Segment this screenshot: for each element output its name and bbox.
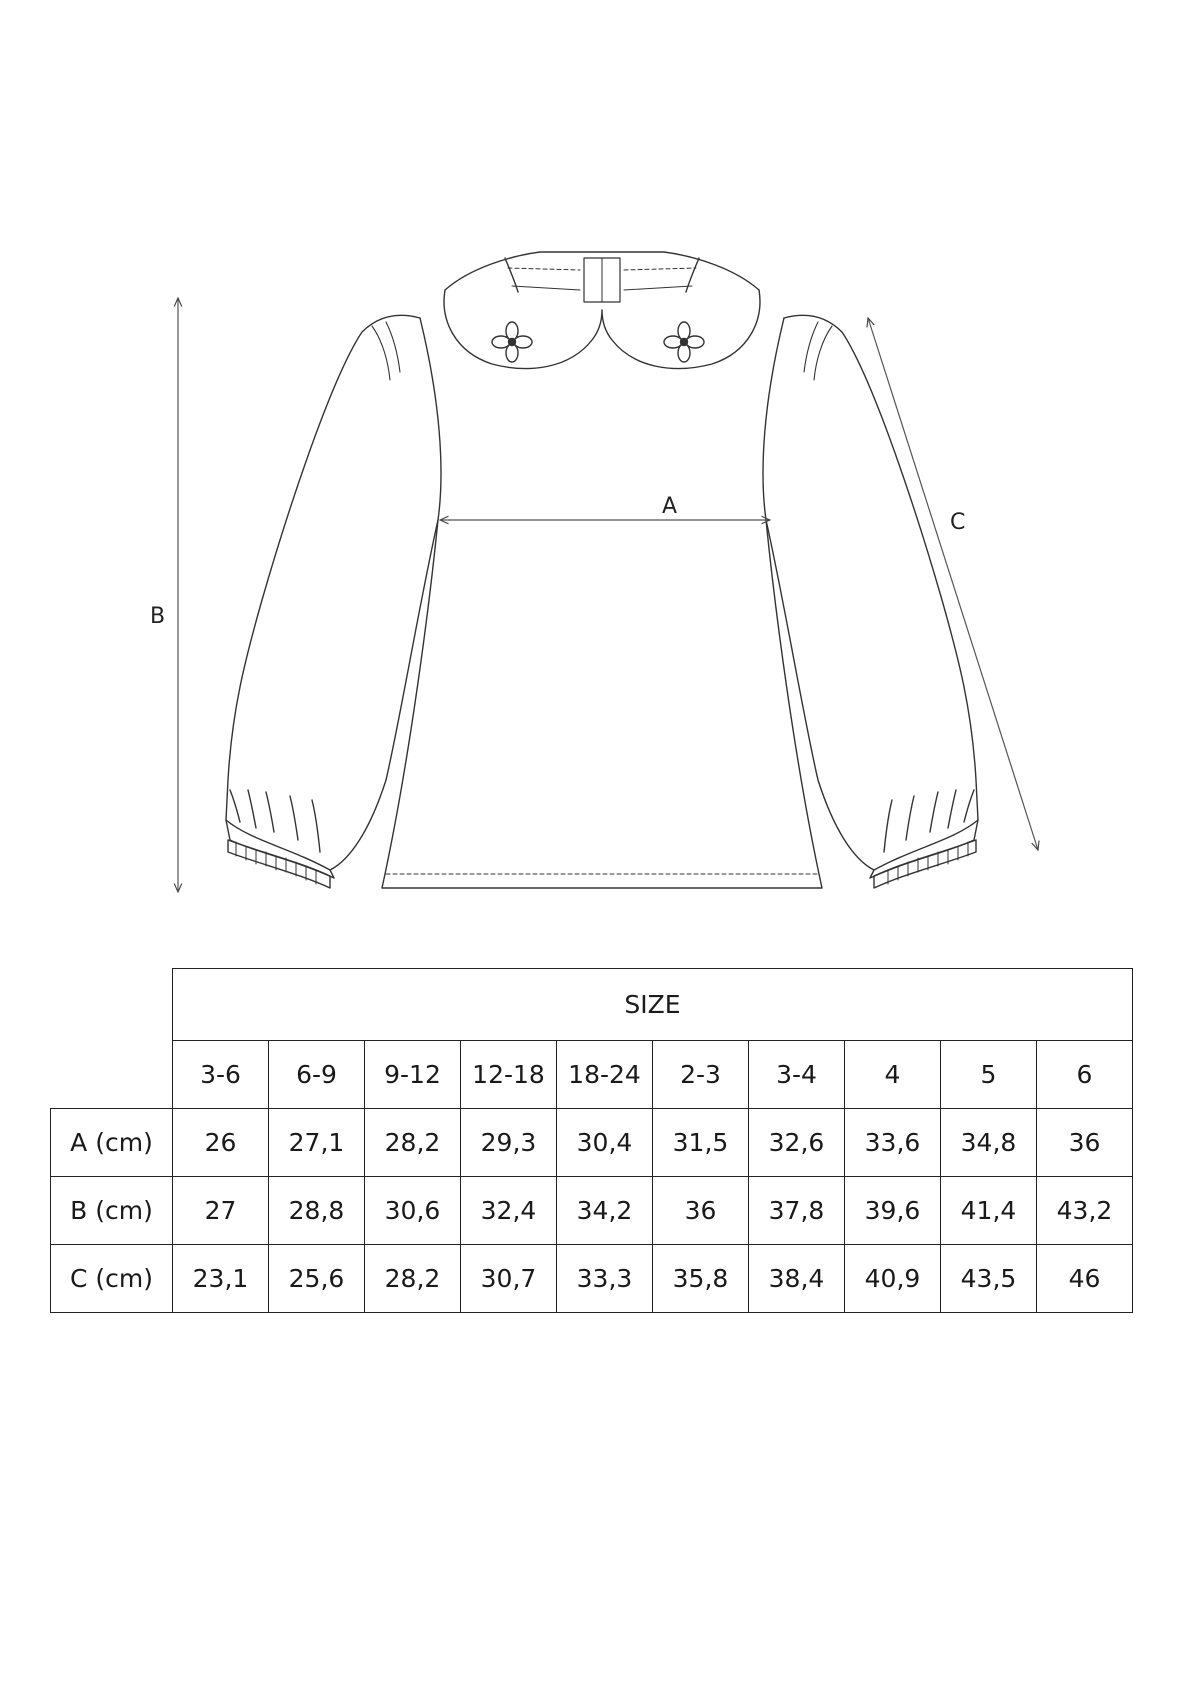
size-header: 4 <box>845 1041 941 1109</box>
table-cell: 46 <box>1037 1245 1133 1313</box>
table-cell: 28,8 <box>269 1177 365 1245</box>
label-c: C <box>950 510 966 535</box>
size-header: 3-4 <box>749 1041 845 1109</box>
size-header: 5 <box>941 1041 1037 1109</box>
table-cell: 38,4 <box>749 1245 845 1313</box>
table-cell: 29,3 <box>461 1109 557 1177</box>
table-cell: 32,6 <box>749 1109 845 1177</box>
table-cell: 30,6 <box>365 1177 461 1245</box>
table-row-a <box>51 1109 1133 1177</box>
table-cell: 35,8 <box>653 1245 749 1313</box>
size-header: 6 <box>1037 1041 1133 1109</box>
right-flower-embroidery <box>664 322 704 362</box>
blouse-body <box>382 318 822 888</box>
table-cell: 27 <box>173 1177 269 1245</box>
table-cell: 31,5 <box>653 1109 749 1177</box>
size-header: 2-3 <box>653 1041 749 1109</box>
right-sleeve <box>784 315 978 820</box>
table-cell: 30,7 <box>461 1245 557 1313</box>
table-cell: 34,2 <box>557 1177 653 1245</box>
row-label: C (cm) <box>51 1245 173 1313</box>
table-cell: 28,2 <box>365 1109 461 1177</box>
table-cell: 40,9 <box>845 1245 941 1313</box>
row-label: A (cm) <box>51 1109 173 1177</box>
left-flower-embroidery <box>492 322 532 362</box>
table-cell: 34,8 <box>941 1109 1037 1177</box>
table-cell: 41,4 <box>941 1177 1037 1245</box>
size-header-row <box>51 1041 1133 1109</box>
size-header: 6-9 <box>269 1041 365 1109</box>
size-header: 12-18 <box>461 1041 557 1109</box>
table-cell: 27,1 <box>269 1109 365 1177</box>
table-title-row <box>51 969 1133 1041</box>
table-cell: 36 <box>653 1177 749 1245</box>
corner-blank <box>51 969 173 1041</box>
table-cell: 25,6 <box>269 1245 365 1313</box>
size-header: 9-12 <box>365 1041 461 1109</box>
table-cell: 28,2 <box>365 1245 461 1313</box>
table-cell: 37,8 <box>749 1177 845 1245</box>
table-cell: 33,6 <box>845 1109 941 1177</box>
size-header: 18-24 <box>557 1041 653 1109</box>
measure-c-arrow <box>868 318 1038 850</box>
table-row-c <box>51 1245 1133 1313</box>
row-label: B (cm) <box>51 1177 173 1245</box>
table-row-b <box>51 1177 1133 1245</box>
table-cell: 30,4 <box>557 1109 653 1177</box>
table-cell: 43,5 <box>941 1245 1037 1313</box>
size-chart-table <box>50 968 1133 1313</box>
table-cell: 43,2 <box>1037 1177 1133 1245</box>
table-cell: 32,4 <box>461 1177 557 1245</box>
table-cell: 26 <box>173 1109 269 1177</box>
label-a: A <box>662 494 678 519</box>
size-title: SIZE <box>173 969 1133 1041</box>
table-cell: 39,6 <box>845 1177 941 1245</box>
table-cell: 33,3 <box>557 1245 653 1313</box>
left-sleeve <box>226 315 420 820</box>
label-b: B <box>150 604 166 629</box>
size-header: 3-6 <box>173 1041 269 1109</box>
table-cell: 23,1 <box>173 1245 269 1313</box>
corner-blank <box>51 1041 173 1109</box>
table-cell: 36 <box>1037 1109 1133 1177</box>
